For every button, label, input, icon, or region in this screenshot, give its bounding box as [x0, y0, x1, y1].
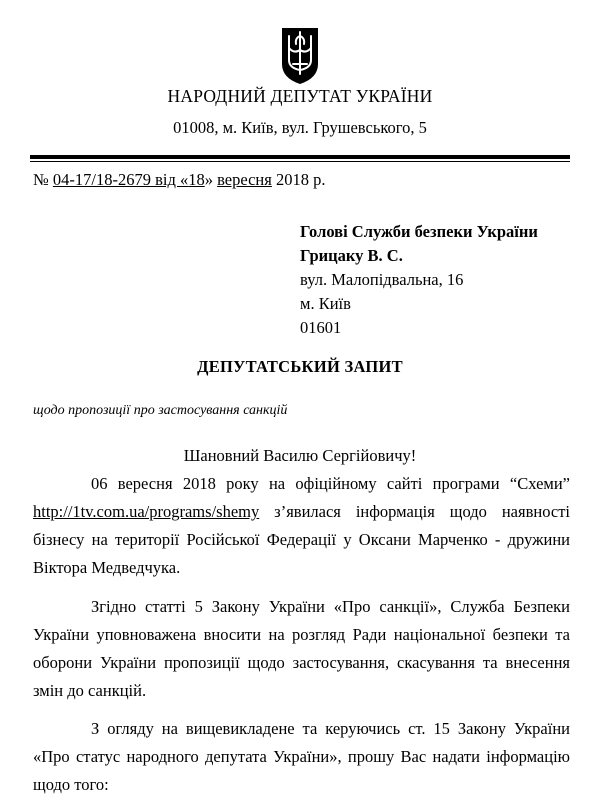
paragraph-1-rest: з’явилася інформація щодо наявності бізнесу на території Російської Федерації у Оксани Марченко - дружини Віктора Медведчука.	[33, 502, 570, 577]
sender-address: 01008, м. Київ, вул. Грушевського, 5	[173, 118, 427, 137]
header-divider-thick	[30, 155, 570, 159]
trident-emblem-icon	[279, 24, 321, 86]
document-title: ДЕПУТАТСЬКИЙ ЗАПИТ	[197, 357, 403, 376]
paragraph-1-intro: 06 вересня 2018 року на офіційному сайті програми “Схеми”	[91, 474, 570, 493]
sender-title: НАРОДНИЙ ДЕПУТАТ УКРАЇНИ	[167, 86, 433, 106]
reference-quote-close: »	[204, 170, 218, 189]
addressee-city: м. Київ	[300, 294, 351, 313]
reference-day: 18	[188, 170, 205, 189]
header-divider-thin	[30, 161, 570, 162]
reference-from-word: від «	[150, 170, 189, 189]
body-paragraph-2: Згідно статті 5 Закону України «Про санкції», Служба Безпеки України уповноважена вносити на розгляд Ради національної безпеки та оборони України пропозиції щодо застосування, скасування та внесення змін до санкцій.	[33, 597, 570, 700]
reference-month: вересня	[217, 170, 272, 189]
addressee-postcode: 01601	[300, 318, 342, 337]
reference-number: 04-17/18-2679	[52, 170, 151, 189]
body-paragraph-3: З огляду на вищевикладене та керуючись ст. 15 Закону України «Про статус народного депутата України», прошу Вас надати інформацію щодо того:	[33, 719, 570, 794]
reference-no-prefix: №	[33, 170, 53, 189]
document-subject: щодо пропозиції про застосування санкцій	[33, 403, 288, 418]
salutation: Шановний Василю Сергійовичу!	[183, 446, 417, 465]
body-paragraph-1	[33, 470, 570, 582]
addressee-street: вул. Малопідвальна, 16	[300, 270, 464, 289]
addressee-block	[300, 220, 538, 340]
addressee-name: Грицаку В. С.	[300, 246, 403, 265]
source-link[interactable]: http://1tv.com.ua/programs/shemy	[33, 502, 260, 521]
addressee-position: Голові Служби безпеки України	[300, 222, 538, 241]
reference-line	[33, 170, 325, 190]
reference-year: 2018 р.	[271, 170, 326, 189]
